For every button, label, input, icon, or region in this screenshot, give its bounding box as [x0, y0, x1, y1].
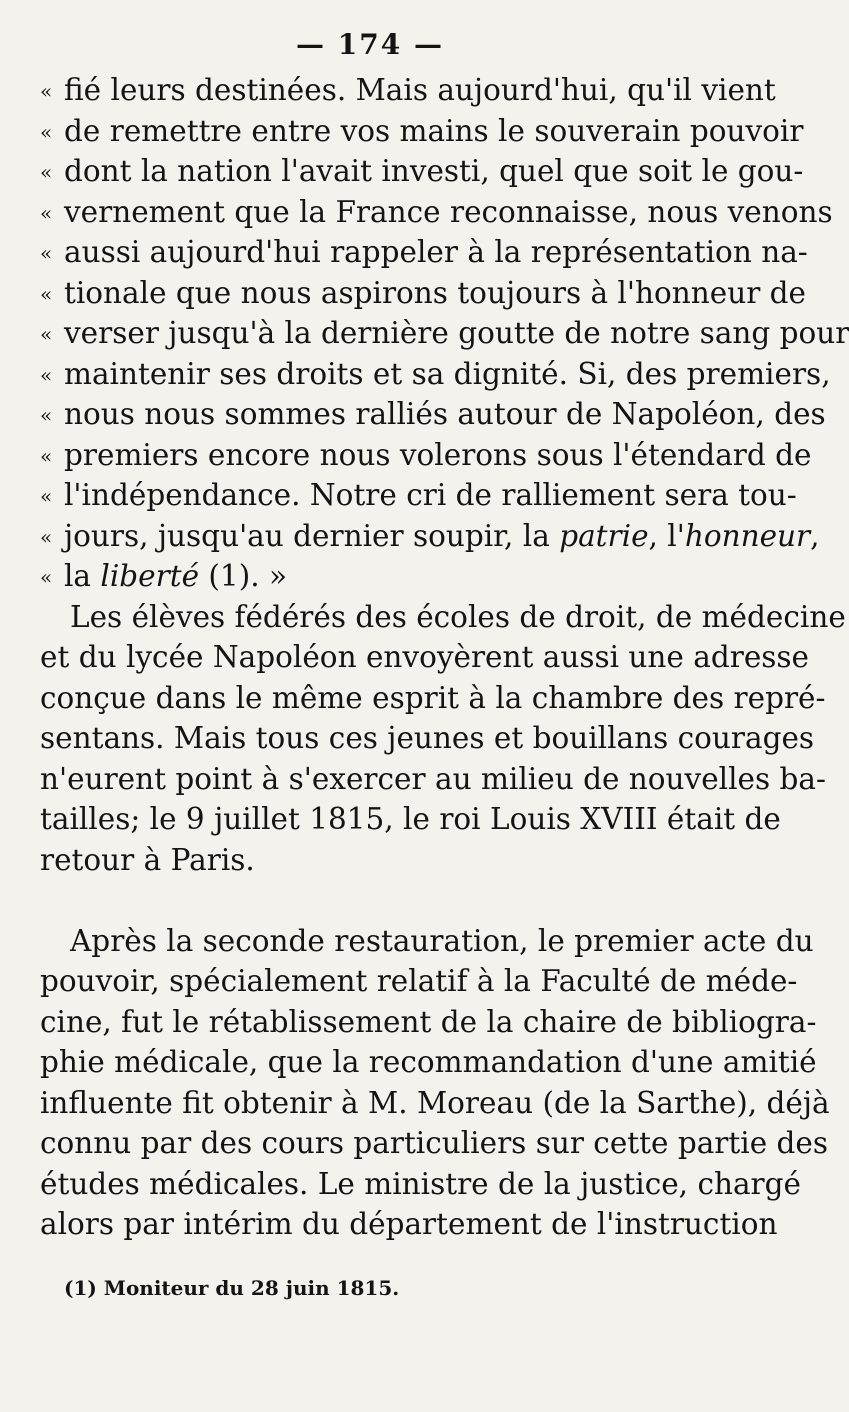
body-text: [40, 70, 849, 1245]
quote-paragraph: [40, 70, 849, 597]
text-line: retour à Paris.: [40, 842, 255, 877]
text-line: « verser jusqu'à la dernière goutte de notre sang pour: [40, 316, 849, 350]
text-line: alors par intérim du département de l'instruction: [40, 1207, 778, 1241]
text-line: « premiers encore nous volerons sous l'étendard de: [40, 437, 812, 472]
text-line: « vernement que la France reconnaisse, nous venons: [40, 194, 833, 229]
text-line: pouvoir, spécialement relatif à la Faculté de méde-: [40, 964, 798, 998]
text-line: « dont la nation l'avait investi, quel que soit le gou-: [40, 154, 804, 188]
text-line: « la liberté (1). »: [40, 559, 288, 593]
page-number: — 174 —: [296, 28, 444, 61]
text-line: « nous nous sommes ralliés autour de Napoléon, des: [40, 397, 826, 431]
paragraph: [40, 597, 846, 881]
text-line: « tionale que nous aspirons toujours à l'honneur de: [40, 275, 807, 310]
text-line: « fié leurs destinées. Mais aujourd'hui, qu'il vient: [40, 73, 776, 107]
text-line: « aussi aujourd'hui rappeler à la représentation na-: [40, 235, 808, 269]
footnote: (1) Moniteur du 28 juin 1815.: [64, 1276, 400, 1300]
text-line: sentans. Mais tous ces jeunes et bouillans courages: [40, 721, 815, 755]
text-line: tailles; le 9 juillet 1815, le roi Louis XVIII était de: [40, 802, 781, 836]
text-line: conçue dans le même esprit à la chambre des repré-: [40, 680, 826, 715]
text-line: Les élèves fédérés des écoles de droit, de médecine: [70, 599, 846, 634]
text-line: connu par des cours particuliers sur cette partie des: [40, 1126, 829, 1160]
text-line: n'eurent point à s'exercer au milieu de nouvelles ba-: [40, 761, 826, 796]
paragraph: [40, 921, 830, 1245]
text-line: phie médicale, que la recommandation d'une amitié: [40, 1045, 817, 1079]
text-line: Après la seconde restauration, le premier acte du: [70, 923, 814, 958]
text-line: influente fit obtenir à M. Moreau (de la Sarthe), déjà: [40, 1085, 830, 1120]
text-line: et du lycée Napoléon envoyèrent aussi une adresse: [40, 640, 810, 674]
text-line: « jours, jusqu'au dernier soupir, la patrie, l'honneur,: [40, 518, 820, 553]
text-line: études médicales. Le ministre de la justice, chargé: [40, 1166, 801, 1201]
text-line: cine, fut le rétablissement de la chaire de bibliogra-: [40, 1004, 817, 1039]
text-line: « maintenir ses droits et sa dignité. Si, des premiers,: [40, 356, 831, 391]
text-line: « de remettre entre vos mains le souverain pouvoir: [40, 113, 804, 148]
text-line: « l'indépendance. Notre cri de ralliement sera tou-: [40, 478, 797, 512]
